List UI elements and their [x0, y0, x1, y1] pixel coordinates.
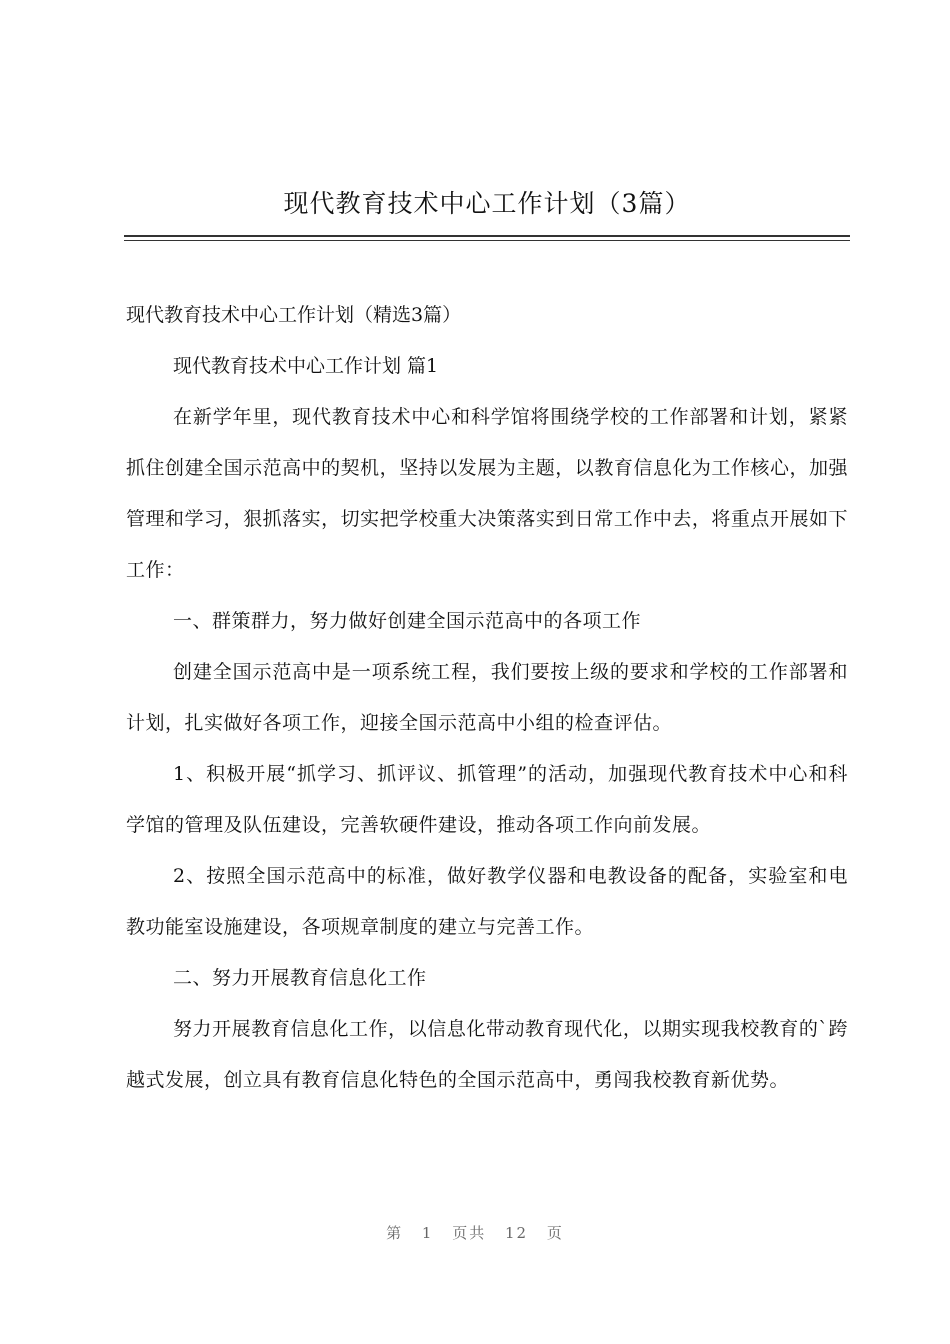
footer-prefix: 第	[386, 1224, 404, 1242]
list-item-1: 1、积极开展“抓学习、抓评议、抓管理”的活动，加强现代教育技术中心和科学馆的管理及队伍建设，完善软硬件建设，推动各项工作向前发展。	[126, 763, 848, 836]
paragraph: 努力开展教育信息化工作，以信息化带动教育现代化，以期实现我校教育的`跨越式发展，创立具有教育信息化特色的全国示范高中，勇闯我校教育新优势。	[126, 1018, 848, 1091]
paragraph: 在新学年里，现代教育技术中心和科学馆将围绕学校的工作部署和计划，紧紧抓住创建全国示范高中的契机，坚持以发展为主题，以教育信息化为工作核心，加强管理和学习，狠抓落实，切实把学校重大决策落实到日常工作中去，将重点开展如下工作：	[126, 406, 848, 581]
document-body	[126, 290, 848, 1106]
title-double-rule	[124, 235, 850, 241]
section-heading: 现代教育技术中心工作计划 篇1	[173, 355, 439, 377]
footer-suffix: 页	[546, 1224, 564, 1242]
paragraph: 创建全国示范高中是一项系统工程，我们要按上级的要求和学校的工作部署和计划，扎实做好各项工作，迎接全国示范高中小组的检查评估。	[126, 661, 848, 734]
list-item-2: 2、按照全国示范高中的标准，做好教学仪器和电教设备的配备，实验室和电教功能室设施建设，各项规章制度的建立与完善工作。	[126, 865, 848, 938]
section-heading-1: 一、群策群力，努力做好创建全国示范高中的各项工作	[173, 610, 642, 632]
footer-page-number: 1	[421, 1224, 434, 1242]
footer-middle: 页共	[452, 1224, 487, 1242]
document-title: 现代教育技术中心工作计划（3篇）	[283, 189, 691, 218]
section-heading-2: 二、努力开展教育信息化工作	[173, 967, 427, 989]
footer-total-pages: 12	[505, 1224, 529, 1242]
document-subtitle: 现代教育技术中心工作计划（精选3篇）	[126, 304, 462, 326]
page-footer	[0, 1222, 950, 1243]
